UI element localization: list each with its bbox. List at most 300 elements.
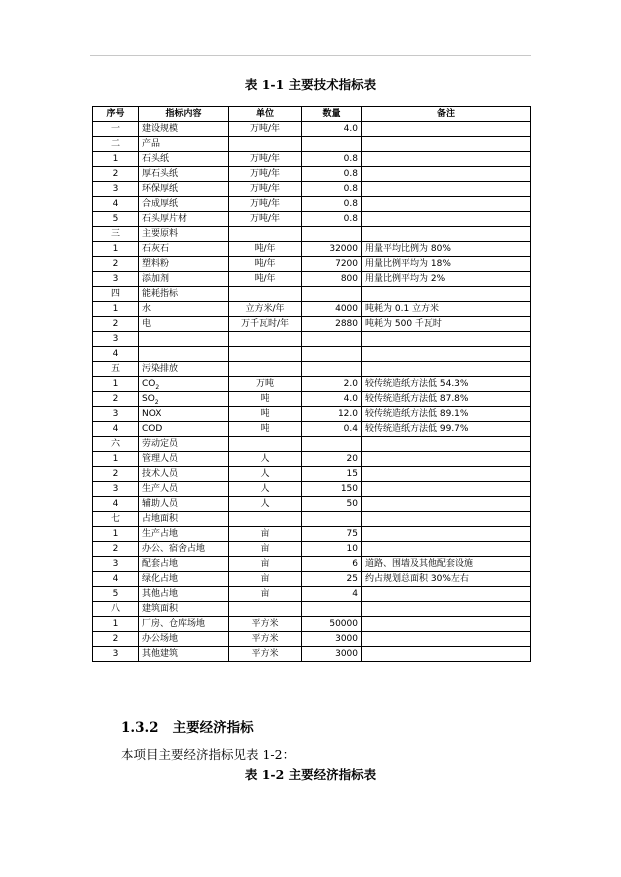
cell-qty: [302, 512, 362, 527]
table-row: [93, 452, 531, 467]
cell-no-text: 一: [110, 124, 120, 134]
cell-qty: [302, 467, 362, 482]
cell-unit: [229, 437, 302, 452]
cell-item-text: COD: [142, 424, 163, 434]
cell-qty-text: 2.0: [343, 379, 358, 389]
cell-note: [362, 422, 531, 437]
cell-item-text: 技术人员: [142, 469, 179, 479]
cell-item-text: 办公场地: [142, 634, 179, 644]
cell-qty: [302, 152, 362, 167]
cell-no: [93, 362, 139, 377]
cell-unit-text: 吨: [260, 394, 270, 404]
cell-unit-text: 人: [260, 499, 270, 509]
cell-unit: [229, 257, 302, 272]
cell-unit: [229, 602, 302, 617]
cell-item-text: 产品: [142, 139, 161, 149]
cell-item: [139, 287, 229, 302]
cell-item: [139, 182, 229, 197]
cell-no: [93, 587, 139, 602]
cell-note: [362, 272, 531, 287]
cell-unit-text: 亩: [260, 559, 270, 569]
cell-unit: [229, 452, 302, 467]
table-row: [93, 467, 531, 482]
table-row: [93, 557, 531, 572]
cell-no-text: 七: [110, 514, 120, 524]
table-row: [93, 227, 531, 242]
cell-note-text: 吨耗为 0.1 立方米: [365, 304, 440, 314]
cell-no: [93, 227, 139, 242]
cell-note: [362, 392, 531, 407]
cell-item: [139, 587, 229, 602]
cell-qty-text: 75: [346, 529, 358, 539]
cell-no-text: 3: [112, 649, 119, 659]
cell-qty: [302, 482, 362, 497]
cell-qty-text: 0.8: [343, 199, 358, 209]
cell-item: [139, 557, 229, 572]
cell-item-text: 绿化占地: [142, 574, 179, 584]
header-rule: [90, 55, 531, 56]
cell-item-text: 占地面积: [142, 514, 179, 524]
cell-unit-text: 亩: [260, 529, 270, 539]
cell-item-text: 塑料粉: [142, 259, 170, 269]
cell-note: [362, 377, 531, 392]
cell-qty: [302, 527, 362, 542]
cell-note-text: 用量比例平均为 2%: [365, 274, 446, 284]
cell-item: [139, 467, 229, 482]
table-row: [93, 272, 531, 287]
cell-unit-text: 万吨: [255, 379, 274, 389]
cell-unit-text: 人: [260, 454, 270, 464]
cell-item-text: 电: [142, 319, 152, 329]
cell-unit-text: 万吨/年: [249, 154, 281, 164]
table-row: [93, 377, 531, 392]
header-item: 指标内容: [139, 107, 229, 122]
cell-no: [93, 422, 139, 437]
cell-item: [139, 317, 229, 332]
cell-unit-text: 吨/年: [254, 244, 276, 254]
table-row: [93, 542, 531, 557]
cell-item: [139, 302, 229, 317]
cell-no-text: 六: [110, 439, 120, 449]
cell-qty-text: 3000: [335, 649, 358, 659]
table2-title: 表 1-2 主要经济指标表: [244, 767, 377, 782]
cell-qty-text: 6: [352, 559, 358, 569]
cell-note: [362, 467, 531, 482]
cell-unit: [229, 467, 302, 482]
cell-no-text: 2: [112, 169, 119, 179]
cell-item: [139, 377, 229, 392]
cell-no-text: 1: [112, 304, 119, 314]
cell-note: [362, 437, 531, 452]
table-row: [93, 647, 531, 662]
cell-qty: [302, 557, 362, 572]
cell-unit-text: 万吨/年: [249, 169, 281, 179]
cell-item-text: 厚石头纸: [142, 169, 179, 179]
cell-unit-text: 吨: [260, 424, 270, 434]
cell-unit-text: 万吨/年: [249, 184, 281, 194]
cell-note: [362, 137, 531, 152]
table-row: [93, 362, 531, 377]
cell-no: [93, 257, 139, 272]
cell-unit: [229, 242, 302, 257]
table-row: [93, 152, 531, 167]
table-row: [93, 632, 531, 647]
table-row: [93, 587, 531, 602]
cell-no: [93, 437, 139, 452]
cell-item-text: 主要原料: [142, 229, 179, 239]
table-row: [93, 182, 531, 197]
cell-item-text: 建筑面积: [142, 604, 179, 614]
cell-item: [139, 257, 229, 272]
cell-unit-text: 万吨/年: [249, 199, 281, 209]
cell-no: [93, 572, 139, 587]
cell-note: [362, 407, 531, 422]
cell-qty-text: 4.0: [343, 124, 358, 134]
cell-item-text: 其他占地: [142, 589, 179, 599]
cell-qty-text: 12.0: [337, 409, 358, 419]
cell-qty: [302, 497, 362, 512]
cell-unit: [229, 422, 302, 437]
cell-qty-text: 0.8: [343, 169, 358, 179]
cell-note-text: 较传统造纸方法低 54.3%: [365, 379, 469, 389]
table-row: [93, 422, 531, 437]
cell-no: [93, 137, 139, 152]
cell-item: [139, 362, 229, 377]
cell-unit-text: 吨/年: [254, 274, 276, 284]
cell-item: [139, 422, 229, 437]
cell-no: [93, 632, 139, 647]
cell-qty-text: 2880: [335, 319, 358, 329]
cell-note: [362, 482, 531, 497]
cell-no-text: 1: [112, 244, 119, 254]
cell-no: [93, 482, 139, 497]
cell-no: [93, 242, 139, 257]
cell-no: [93, 617, 139, 632]
cell-qty: [302, 407, 362, 422]
table-row: [93, 242, 531, 257]
cell-item: [139, 137, 229, 152]
cell-qty: [302, 212, 362, 227]
table-row: [93, 287, 531, 302]
cell-note-text: 吨耗为 500 千瓦时: [365, 319, 442, 329]
cell-unit-text: 吨/年: [254, 259, 276, 269]
cell-item: [139, 407, 229, 422]
cell-qty-text: 15: [346, 469, 358, 479]
table-row: [93, 482, 531, 497]
cell-item-text: 石头厚片材: [142, 214, 188, 224]
table-row: [93, 437, 531, 452]
cell-qty: [302, 242, 362, 257]
cell-unit: [229, 542, 302, 557]
cell-note: [362, 287, 531, 302]
cell-qty: [302, 347, 362, 362]
cell-item-text: 环保厚纸: [142, 184, 179, 194]
cell-note-text: 较传统造纸方法低 99.7%: [365, 424, 469, 434]
cell-item: [139, 647, 229, 662]
cell-item-text: 配套占地: [142, 559, 179, 569]
cell-item-text: 石头纸: [142, 154, 170, 164]
cell-item-subscript: 2: [154, 398, 159, 406]
technical-indicators-table: [92, 106, 531, 662]
cell-no: [93, 542, 139, 557]
cell-unit: [229, 482, 302, 497]
cell-no: [93, 122, 139, 137]
cell-no-text: 2: [112, 319, 119, 329]
cell-note-text: 用量平均比例为 80%: [365, 244, 451, 254]
cell-qty: [302, 332, 362, 347]
cell-note: [362, 122, 531, 137]
cell-qty: [302, 182, 362, 197]
cell-no: [93, 647, 139, 662]
cell-no-text: 1: [112, 619, 119, 629]
cell-no-text: 2: [112, 394, 119, 404]
cell-qty: [302, 437, 362, 452]
header-unit: 单位: [229, 107, 302, 122]
cell-qty: [302, 287, 362, 302]
cell-qty-text: 4: [352, 589, 358, 599]
cell-unit: [229, 497, 302, 512]
cell-note-text: 较传统造纸方法低 87.8%: [365, 394, 469, 404]
table-row: [93, 572, 531, 587]
section-heading: [121, 716, 254, 736]
cell-note-text: 较传统造纸方法低 89.1%: [365, 409, 469, 419]
cell-no: [93, 332, 139, 347]
cell-item: [139, 452, 229, 467]
cell-qty: [302, 392, 362, 407]
cell-unit: [229, 122, 302, 137]
cell-item: [139, 347, 229, 362]
cell-unit-text: 亩: [260, 589, 270, 599]
cell-item-text: NOX: [142, 409, 162, 419]
cell-item-text: 生产人员: [142, 484, 179, 494]
cell-item: [139, 242, 229, 257]
cell-qty: [302, 602, 362, 617]
cell-item: [139, 197, 229, 212]
cell-qty: [302, 422, 362, 437]
cell-unit: [229, 407, 302, 422]
cell-qty-text: 0.8: [343, 154, 358, 164]
cell-note: [362, 197, 531, 212]
cell-note: [362, 302, 531, 317]
cell-qty-text: 50: [346, 499, 358, 509]
cell-no: [93, 497, 139, 512]
cell-item-text: 合成厚纸: [142, 199, 179, 209]
cell-no: [93, 302, 139, 317]
cell-note: [362, 647, 531, 662]
table-row: [93, 122, 531, 137]
cell-note: [362, 152, 531, 167]
cell-no: [93, 287, 139, 302]
section-paragraph: 本项目主要经济指标见表 1-2：: [121, 747, 296, 762]
cell-qty: [302, 452, 362, 467]
table1-title: 表 1-1 主要技术指标表: [244, 77, 377, 92]
cell-item-text: SO: [142, 394, 155, 404]
cell-qty-text: 25: [346, 574, 358, 584]
cell-item: [139, 482, 229, 497]
cell-no: [93, 407, 139, 422]
cell-no-text: 2: [112, 544, 119, 554]
cell-no-text: 三: [110, 229, 120, 239]
cell-no: [93, 527, 139, 542]
cell-item-text: 生产占地: [142, 529, 179, 539]
cell-qty-text: 50000: [329, 619, 358, 629]
cell-unit-text: 立方米/年: [245, 304, 285, 314]
cell-no: [93, 512, 139, 527]
cell-item: [139, 152, 229, 167]
table-row: [93, 617, 531, 632]
cell-unit: [229, 332, 302, 347]
cell-item-text: 厂房、仓库场地: [142, 619, 206, 629]
cell-item: [139, 122, 229, 137]
cell-qty: [302, 362, 362, 377]
cell-unit: [229, 227, 302, 242]
cell-item: [139, 572, 229, 587]
cell-item: [139, 167, 229, 182]
table-header-row: [93, 107, 531, 122]
table-row: [93, 167, 531, 182]
table-row: [93, 257, 531, 272]
cell-unit: [229, 182, 302, 197]
table-row: [93, 302, 531, 317]
cell-unit: [229, 587, 302, 602]
cell-no: [93, 602, 139, 617]
cell-item: [139, 617, 229, 632]
cell-note: [362, 617, 531, 632]
cell-no-text: 4: [112, 199, 119, 209]
cell-qty: [302, 272, 362, 287]
table-row: [93, 527, 531, 542]
cell-no: [93, 347, 139, 362]
cell-item-text: 劳动定员: [142, 439, 179, 449]
table-row: [93, 197, 531, 212]
cell-qty: [302, 542, 362, 557]
cell-no-text: 2: [112, 634, 119, 644]
cell-unit: [229, 572, 302, 587]
table-row: [93, 317, 531, 332]
table-row: [93, 407, 531, 422]
header-no: 序号: [93, 107, 139, 122]
table-row: [93, 332, 531, 347]
cell-qty: [302, 122, 362, 137]
header-note: 备注: [362, 107, 531, 122]
cell-item: [139, 227, 229, 242]
cell-note: [362, 317, 531, 332]
cell-no-text: 四: [110, 289, 120, 299]
cell-item: [139, 437, 229, 452]
cell-note: [362, 347, 531, 362]
cell-qty: [302, 647, 362, 662]
cell-qty: [302, 197, 362, 212]
cell-unit-text: 平方米: [251, 634, 279, 644]
cell-note: [362, 572, 531, 587]
cell-no: [93, 392, 139, 407]
cell-no: [93, 152, 139, 167]
cell-unit: [229, 527, 302, 542]
cell-note: [362, 362, 531, 377]
cell-no-text: 3: [112, 334, 119, 344]
cell-note-text: 约占规划总面积 30%左右: [365, 574, 469, 584]
cell-note: [362, 332, 531, 347]
cell-no-text: 1: [112, 379, 119, 389]
cell-item-text: 污染排放: [142, 364, 179, 374]
cell-qty-text: 800: [340, 274, 358, 284]
cell-item-text: 其他建筑: [142, 649, 179, 659]
cell-item: [139, 632, 229, 647]
cell-item: [139, 212, 229, 227]
cell-note: [362, 557, 531, 572]
cell-item-text: 建设规模: [142, 124, 179, 134]
cell-no: [93, 557, 139, 572]
cell-note: [362, 632, 531, 647]
cell-no: [93, 182, 139, 197]
cell-item-text: 石灰石: [142, 244, 170, 254]
cell-unit: [229, 362, 302, 377]
cell-qty: [302, 227, 362, 242]
cell-note: [362, 512, 531, 527]
cell-no: [93, 467, 139, 482]
table-row: [93, 137, 531, 152]
cell-unit-text: 亩: [260, 574, 270, 584]
cell-qty-text: 7200: [335, 259, 358, 269]
cell-unit: [229, 647, 302, 662]
cell-note: [362, 242, 531, 257]
cell-unit-text: 平方米: [251, 619, 279, 629]
cell-no: [93, 197, 139, 212]
cell-qty: [302, 587, 362, 602]
cell-no-text: 1: [112, 529, 119, 539]
cell-no: [93, 167, 139, 182]
cell-unit-text: 吨: [260, 409, 270, 419]
cell-item-text: 办公、宿舍占地: [142, 544, 206, 554]
cell-qty: [302, 167, 362, 182]
cell-unit: [229, 317, 302, 332]
cell-item-text: 水: [142, 304, 152, 314]
cell-unit: [229, 212, 302, 227]
cell-unit: [229, 512, 302, 527]
cell-no-text: 5: [112, 589, 119, 599]
cell-item-text: 管理人员: [142, 454, 179, 464]
cell-no: [93, 212, 139, 227]
table-row: [93, 512, 531, 527]
cell-no-text: 3: [112, 484, 119, 494]
cell-qty-text: 4000: [335, 304, 358, 314]
cell-no: [93, 317, 139, 332]
cell-note: [362, 542, 531, 557]
cell-no-text: 3: [112, 559, 119, 569]
cell-unit: [229, 377, 302, 392]
cell-item: [139, 602, 229, 617]
cell-qty-text: 0.8: [343, 214, 358, 224]
cell-qty-text: 4.0: [343, 394, 358, 404]
cell-unit: [229, 167, 302, 182]
cell-unit: [229, 197, 302, 212]
cell-item-text: 能耗指标: [142, 289, 179, 299]
cell-item-text: 添加剂: [142, 274, 170, 284]
cell-note: [362, 167, 531, 182]
cell-note: [362, 527, 531, 542]
cell-note: [362, 182, 531, 197]
cell-qty-text: 150: [340, 484, 358, 494]
cell-no-text: 3: [112, 184, 119, 194]
cell-unit-text: 平方米: [251, 649, 279, 659]
cell-qty: [302, 302, 362, 317]
cell-note: [362, 587, 531, 602]
cell-qty: [302, 317, 362, 332]
cell-unit: [229, 302, 302, 317]
cell-unit: [229, 137, 302, 152]
cell-no-text: 5: [112, 214, 119, 224]
section-number: 1.3.2: [121, 720, 159, 736]
